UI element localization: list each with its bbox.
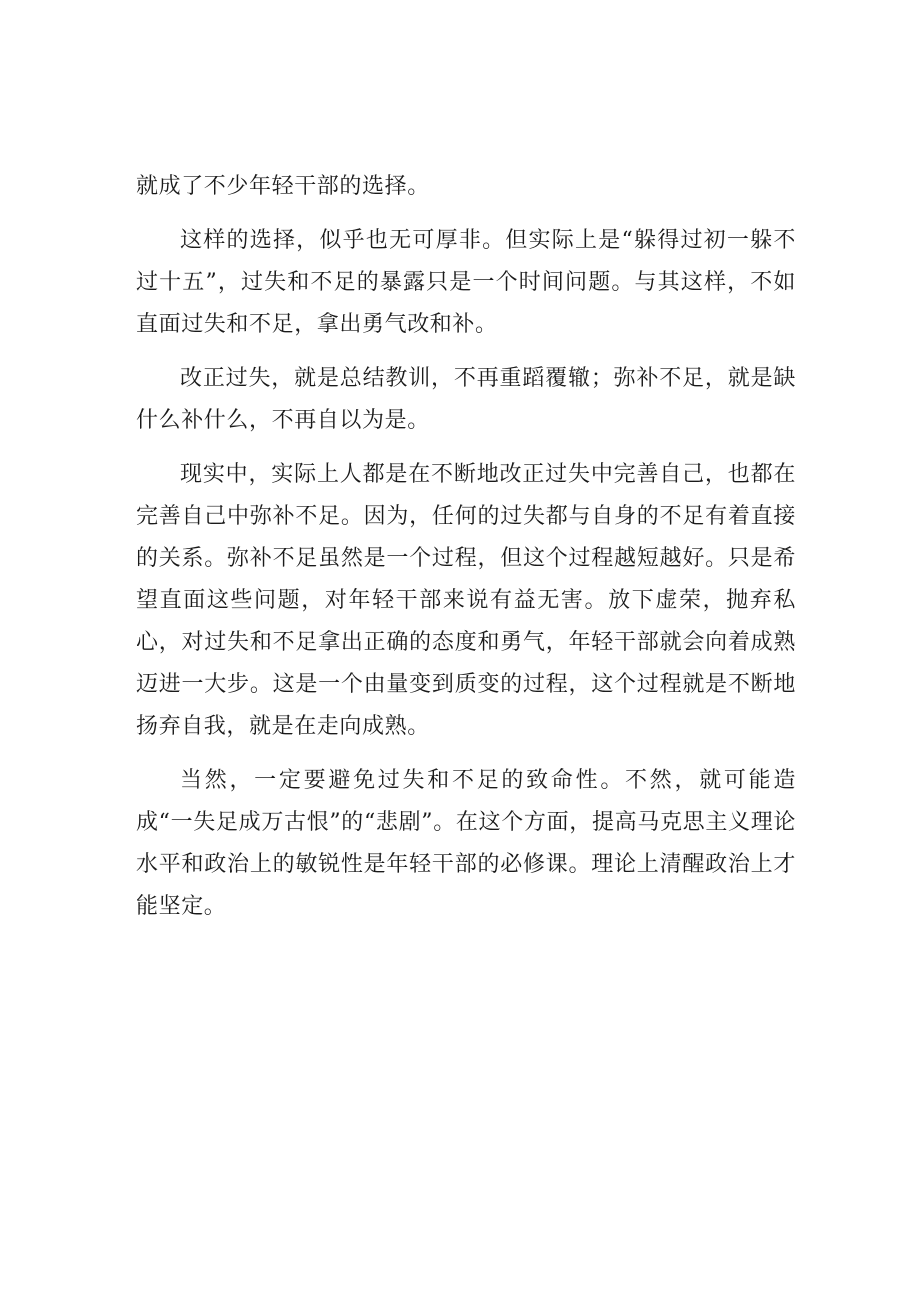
paragraph-5: 当然，一定要避免过失和不足的致命性。不然，就可能造成“一失足成万古恨”的“悲剧”。在这个方面，提高马克思主义理论水平和政治上的敏锐性是年轻干部的必修课。理论上清醒政治上才能坚定。 [136,768,796,919]
paragraph-1: 就成了不少年轻干部的选择。 [136,174,430,199]
paragraph-2: 这样的选择，似乎也无可厚非。但实际上是“躲得过初一躲不过十五”，过失和不足的暴露只是一个时间问题。与其这样，不如直面过失和不足，拿出勇气改和补。 [136,228,796,337]
paragraph-4: 现实中，实际上人都是在不断地改正过失中完善自己，也都在完善自己中弥补不足。因为，任何的过失都与自身的不足有着直接的关系。弥补不足虽然是一个过程，但这个过程越短越好。只是希望直面这些问题，对年轻干部来说有益无害。放下虚荣，抛弃私心，对过失和不足拿出正确的态度和勇气，年轻干部就会向着成熟迈进一大步。这是一个由量变到质变的过程，这个过程就是不断地扬弃自我，就是在走向成熟。 [136,462,796,739]
paragraph-3: 改正过失，就是总结教训，不再重蹈覆辙；弥补不足，就是缺什么补什么，不再自以为是。 [136,366,796,433]
document-body [136,166,796,940]
